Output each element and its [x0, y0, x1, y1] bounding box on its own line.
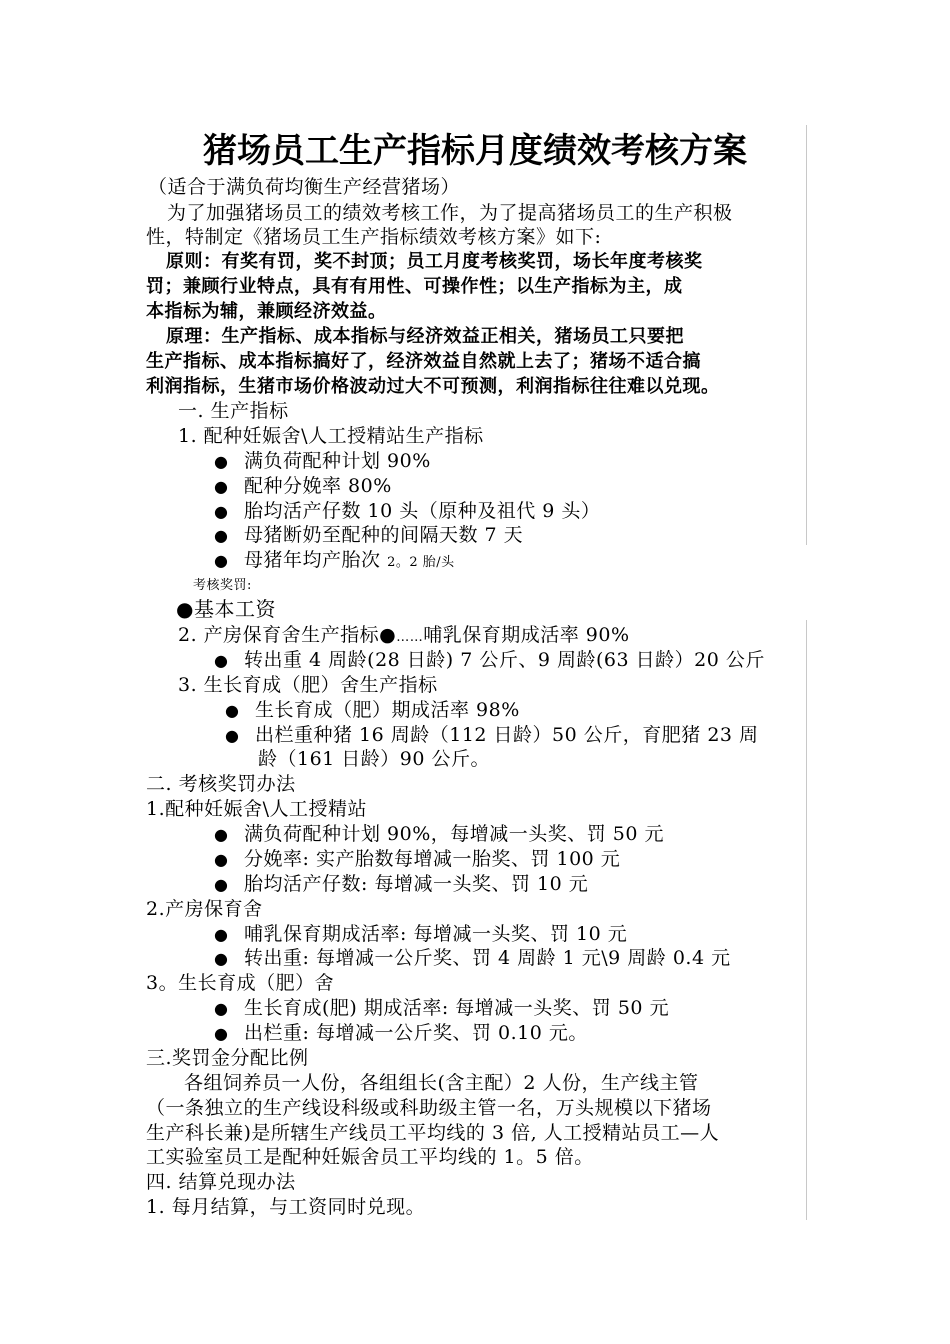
section-2-heading: 二. 考核奖罚办法 — [146, 773, 296, 795]
section-3-line-4: 工实验室员工是配种妊娠舍员工平均线的 1。5 倍。 — [146, 1146, 594, 1168]
bullet-icon: ● — [214, 452, 229, 471]
principle-line-3: 本指标为辅，兼顾经济效益。 — [146, 301, 387, 322]
section-3-line-2: （一条独立的生产线设科级或科助级主管一名，万头规模以下猪场 — [146, 1097, 712, 1119]
section-2-c-heading: 3。生长育成（肥）舍 — [146, 972, 335, 994]
section-4-item-1: 1. 每月结算，与工资同时兑现。 — [146, 1196, 426, 1218]
section-3-line-3: 生产科长兼)是所辖生产线员工平均线的 3 倍, 人工授精站员工—人 — [146, 1122, 720, 1144]
basic-salary-label: ●基本工资 — [176, 597, 276, 621]
section-3-line-1: 各组饲养员一人份，各组组长(含主配）2 人份，生产线主管 — [184, 1072, 699, 1094]
list-item: ● 生长育成(肥) 期成活率: 每增减一头奖、罚 50 元 — [214, 997, 670, 1019]
principle-line-1: 原则：有奖有罚，奖不封顶；员工月度考核奖罚，场长年度考核奖 — [166, 251, 703, 272]
section-1-sub1-heading: 1. 配种妊娠舍\人工授精站生产指标 — [178, 425, 484, 447]
list-item: ● 出栏重: 每增减一公斤奖、罚 0.10 元。 — [214, 1022, 588, 1044]
theory-line-2: 生产指标、成本指标搞好了，经济效益自然就上去了；猪场不适合搞 — [146, 351, 701, 372]
section-1-sub3-heading: 3. 生长育成（肥）舍生产指标 — [178, 674, 438, 696]
right-margin-rule-upper — [806, 125, 807, 545]
section-3-heading: 三.奖罚金分配比例 — [146, 1047, 309, 1069]
bullet-icon: ● — [214, 875, 229, 894]
list-item-continuation: 龄（161 日龄）90 公斤。 — [258, 748, 491, 770]
principle-line-2: 罚；兼顾行业特点，具有有用性、可操作性；以生产指标为主，成 — [146, 276, 683, 297]
list-item: ● 分娩率: 实产胎数每增减一胎奖、罚 100 元 — [214, 848, 621, 870]
subtitle: （适合于满负荷均衡生产经营猪场） — [148, 176, 461, 198]
section-2-b-heading: 2.产房保育舍 — [146, 898, 263, 920]
list-item: ● 出栏重种猪 16 周龄（112 日龄）50 公斤，育肥猪 23 周 — [225, 724, 759, 746]
list-item: ● 生长育成（肥）期成活率 98% — [225, 699, 520, 721]
list-item: ● 满负荷配种计划 90%，每增减一头奖、罚 50 元 — [214, 823, 665, 845]
section-4-heading: 四. 结算兑现办法 — [146, 1171, 296, 1193]
bullet-icon: ● — [214, 825, 229, 844]
section-1-sub2-heading: 2. 产房保育舍生产指标●……哺乳保育期成活率 90% — [178, 624, 630, 646]
theory-line-3: 利润指标，生猪市场价格波动过大不可预测，利润指标往往难以兑现。 — [146, 376, 720, 397]
small-note: 考核奖罚: — [193, 578, 252, 593]
document-title: 猪场员工生产指标月度绩效考核方案 — [203, 131, 747, 171]
bullet-icon: ● — [214, 999, 229, 1018]
bullet-icon: ● — [214, 1024, 229, 1043]
intro-line-2: 性，特制定《猪场员工生产指标绩效考核方案》如下: — [146, 226, 602, 248]
section-1-heading: 一. 生产指标 — [178, 400, 289, 422]
list-item: ● 母猪断奶至配种的间隔天数 7 天 — [214, 524, 524, 546]
list-item: ● 转出重 4 周龄(28 日龄) 7 公斤、9 周龄(63 日龄）20 公斤 — [214, 649, 765, 671]
bullet-icon: ● — [214, 502, 229, 521]
list-item: ● 配种分娩率 80% — [214, 475, 392, 497]
bullet-icon: ● — [214, 526, 229, 545]
bullet-icon: ● — [214, 477, 229, 496]
bullet-icon: ● — [225, 726, 240, 745]
bullet-icon: ● — [214, 925, 229, 944]
list-item: ● 哺乳保育期成活率: 每增减一头奖、罚 10 元 — [214, 923, 628, 945]
bullet-icon: ● — [214, 850, 229, 869]
right-margin-rule-lower — [806, 620, 807, 1220]
list-item: ● 满负荷配种计划 90% — [214, 450, 431, 472]
bullet-icon: ● — [214, 949, 229, 968]
section-2-a-heading: 1.配种妊娠舍\人工授精站 — [146, 798, 368, 820]
theory-line-1: 原理：生产指标、成本指标与经济效益正相关，猪场员工只要把 — [166, 326, 684, 347]
list-item: ● 胎均活产仔数: 每增减一头奖、罚 10 元 — [214, 873, 589, 895]
intro-line-1: 为了加强猪场员工的绩效考核工作，为了提高猪场员工的生产积极 — [167, 202, 733, 224]
bullet-icon: ● — [225, 701, 240, 720]
list-item: ● 胎均活产仔数 10 头（原种及祖代 9 头） — [214, 500, 601, 522]
bullet-icon: ● — [214, 551, 229, 570]
bullet-icon: ● — [214, 651, 229, 670]
list-item: ● 转出重: 每增减一公斤奖、罚 4 周龄 1 元\9 周龄 0.4 元 — [214, 947, 731, 969]
list-item: ● 母猪年均产胎次 2。2 胎/头 — [214, 549, 455, 571]
